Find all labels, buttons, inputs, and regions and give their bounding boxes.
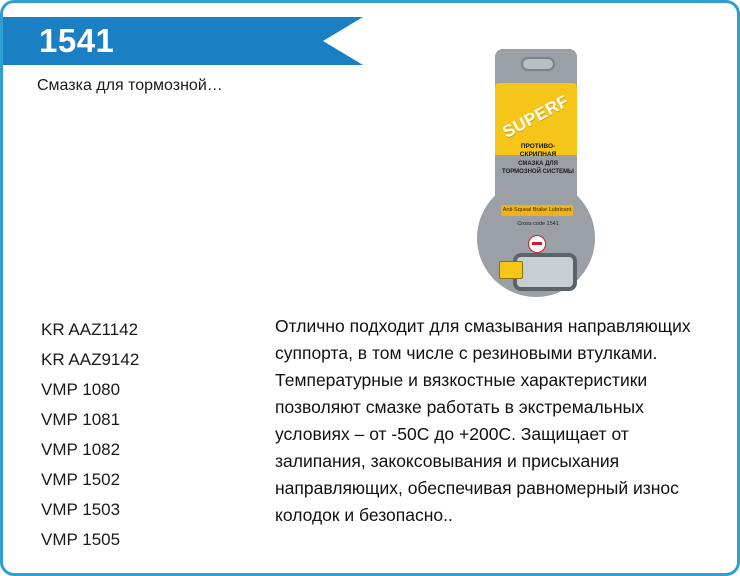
cross-code-list xyxy=(41,315,251,555)
list-item: VMP 1082 xyxy=(41,440,121,459)
product-description: Отлично подходит для смазывания направляющих суппорта, в том числе с резиновыми втулками. Температурные и вязкостные характеристики позволяют смазке работать в экстремальных условиях – от -50С до +200С. Защищает от залипания, закоксовывания и присыхания направляющих, обеспечивая равномерный износ колодок и безопасно.. xyxy=(275,316,691,525)
package-brand-text: SUPERF xyxy=(499,91,572,142)
list-item: KR AAZ9142 xyxy=(41,350,140,369)
brand-logo-icon xyxy=(528,235,546,253)
product-image xyxy=(473,31,613,291)
caliper-pad-shape xyxy=(499,261,523,279)
page-title: 1541 xyxy=(39,22,115,59)
list-item: VMP 1080 xyxy=(41,380,121,399)
product-subtitle: Смазка для тормозной… xyxy=(37,77,223,94)
list-item: VMP 1505 xyxy=(41,530,121,549)
package-hang-hole xyxy=(521,57,555,71)
list-item: KR AAZ1142 xyxy=(41,320,139,339)
header-banner xyxy=(3,17,363,65)
package-line2-text: СМАЗКА ДЛЯ ТОРМОЗНОЙ СИСТЕМЫ xyxy=(502,161,574,175)
list-item: VMP 1081 xyxy=(41,410,121,429)
package-line1-text: ПРОТИВО- СКРИПНАЯ xyxy=(519,143,557,158)
list-item: VMP 1503 xyxy=(41,500,121,519)
brake-caliper-icon xyxy=(499,253,575,287)
package-code-text: Cross code 1541 xyxy=(517,221,559,227)
package-strip-text: Anti-Squeal Brake Lubricant xyxy=(501,205,573,216)
list-item: VMP 1502 xyxy=(41,470,121,489)
banner-arrow-shape xyxy=(323,17,363,65)
